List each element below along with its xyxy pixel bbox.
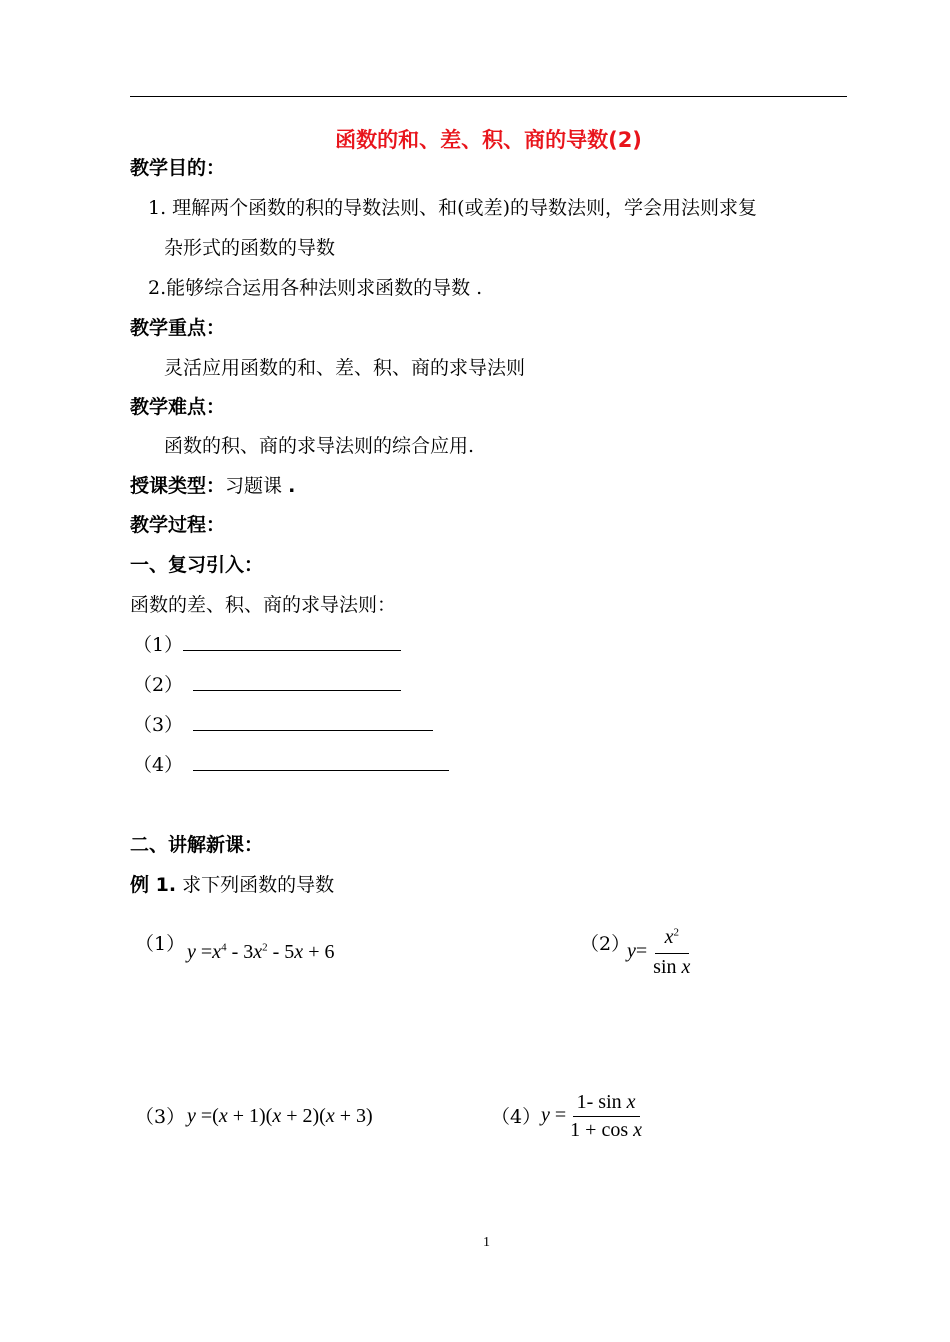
objective-1-line2: 杂形式的函数的导数 — [164, 237, 336, 259]
review-heading: 一、复习引入： — [130, 554, 264, 576]
process-heading: 教学过程： — [130, 514, 226, 536]
objective-2: 2.能够综合运用各种法则求函数的导数 . — [148, 277, 483, 299]
example-text: 求下列函数的导数 — [176, 874, 335, 896]
difficulties-text: 函数的积、商的求导法则的综合应用. — [164, 435, 475, 457]
review-item-3 — [133, 712, 433, 737]
lesson-type-label: 授课类型： — [130, 475, 226, 497]
lesson-type-dot: . — [288, 475, 296, 497]
key-points-heading: 教学重点： — [130, 317, 226, 339]
objective-1-line1: 1. 理解两个函数的积的导数法则、和(或差)的导数法则，学会用法则求复 — [148, 197, 757, 219]
lesson-type — [130, 474, 295, 498]
problem-2-formula: y= $\frac{x^2}{\text{sin x}}$ — [627, 926, 691, 978]
review-item-2 — [133, 672, 401, 697]
review-item-label: （1） — [133, 634, 184, 656]
example-1 — [130, 873, 334, 897]
header-rule — [130, 96, 847, 97]
review-item-label: （2） — [133, 674, 184, 696]
review-item-label: （3） — [133, 714, 184, 736]
problem-4-formula: y = $\frac{\text{1- sin x}}{\text{1 + cos x}}$ — [541, 1091, 643, 1141]
new-lesson-heading: 二、讲解新课： — [130, 834, 264, 856]
review-intro: 函数的差、积、商的求导法则： — [130, 594, 397, 616]
problem-1-formula: $y =x^4 - 3x^2 - 5x + 6$ — [187, 941, 335, 963]
page-title: 函数的和、差、积、商的导数(2) — [335, 128, 642, 152]
key-points-text: 灵活应用函数的和、差、积、商的求导法则 — [164, 357, 526, 379]
page-number: 1 — [483, 1235, 490, 1250]
review-item-1 — [133, 632, 401, 657]
lesson-type-value: 习题课 — [225, 475, 289, 497]
problem-3-label: （3） — [135, 1106, 186, 1128]
problem-1-label: （1） — [135, 933, 186, 955]
problem-4-label: （4） — [491, 1106, 542, 1128]
fill-blank — [193, 752, 449, 771]
objectives-heading: 教学目的： — [130, 157, 226, 179]
problem-2-label: （2） — [580, 933, 631, 955]
problem-3-formula: y =(x + 1)(x + 2)(x + 3) — [187, 1105, 373, 1127]
difficulties-heading: 教学难点： — [130, 396, 226, 418]
review-item-label: （4） — [133, 754, 184, 776]
fill-blank — [193, 712, 433, 731]
fill-blank — [193, 672, 401, 691]
example-label: 例 1. — [130, 874, 177, 896]
review-item-4 — [133, 752, 449, 777]
fill-blank — [183, 632, 401, 651]
